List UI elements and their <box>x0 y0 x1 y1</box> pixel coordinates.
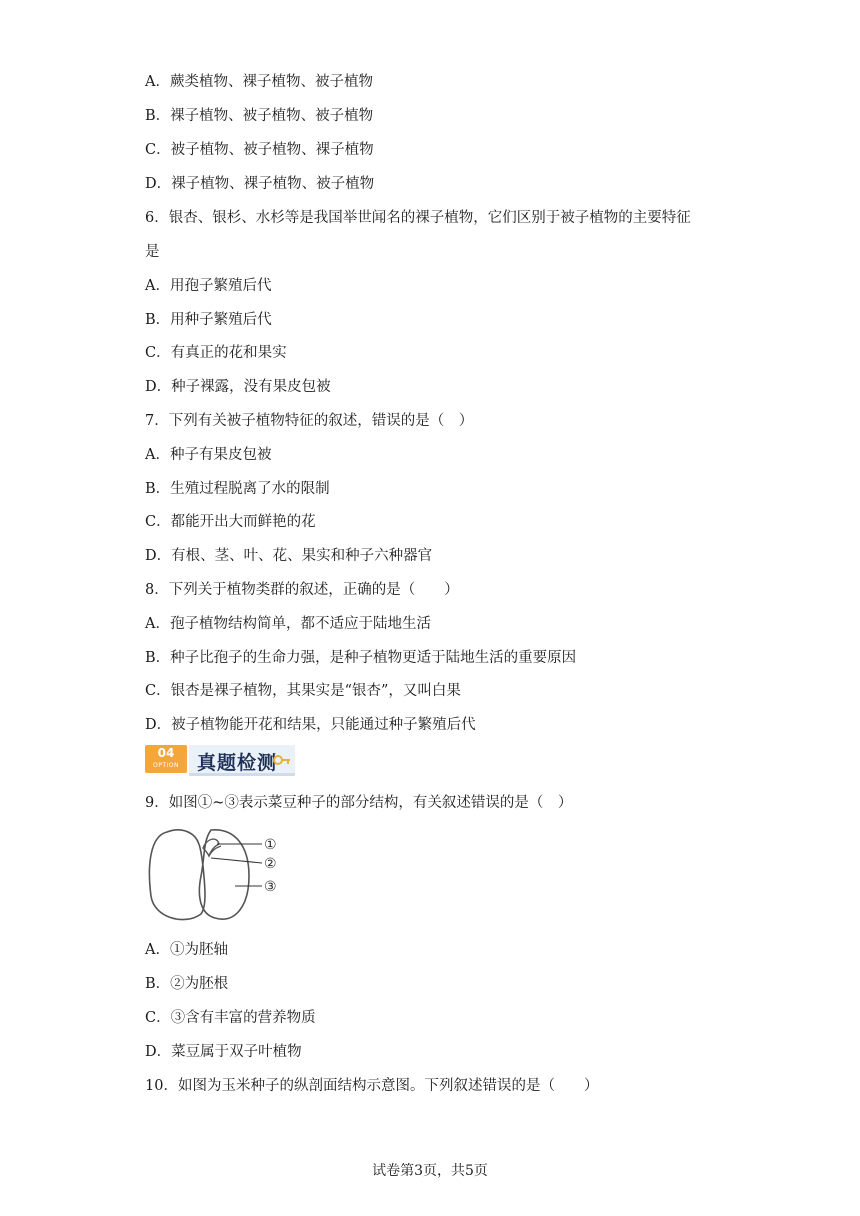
text-line-q8-b: B．种子比孢子的生命力强，是种子植物更适于陆地生活的重要原因 <box>145 650 577 666</box>
text-line-q9-d: D．菜豆属于双子叶植物 <box>145 1044 302 1060</box>
text-line-q8-d: D．被子植物能开花和结果，只能通过种子繁殖后代 <box>145 717 476 733</box>
text-line-q8-stem: 8．下列关于植物类群的叙述，正确的是（ ） <box>145 582 459 598</box>
text-line-q8-c: C．银杏是裸子植物，其果实是“银杏”，又叫白果 <box>145 683 461 699</box>
figure-label-3: ③ <box>264 879 277 895</box>
text-line-q9-stem: 9．如图①~③表示菜豆种子的部分结构，有关叙述错误的是（ ） <box>145 795 573 811</box>
text-line-q10-stem: 10．如图为玉米种子的纵剖面结构示意图。下列叙述错误的是（ ） <box>145 1078 599 1094</box>
text-line-q6-stem: 6．银杏、银杉、水杉等是我国举世闻名的裸子植物，它们区别于被子植物的主要特征 <box>145 210 691 226</box>
bean-seed-diagram <box>145 826 285 926</box>
section-title: 真题检测 <box>197 752 278 774</box>
text-line-q9-b: B．②为胚根 <box>145 976 229 992</box>
text-line-q9-a: A．①为胚轴 <box>145 942 228 958</box>
text-line-q7-a: A．种子有果皮包被 <box>145 447 272 463</box>
section-number: 04 <box>157 746 175 760</box>
text-line-q7-d: D．有根、茎、叶、花、果实和种子六种器官 <box>145 548 433 564</box>
text-line-q6-c: C．有真正的花和果实 <box>145 345 287 361</box>
leader-line-2 <box>211 858 262 863</box>
text-line-q6-stem-cont: 是 <box>145 244 160 260</box>
text-line-q5-a: A．蕨类植物、裸子植物、被子植物 <box>145 74 373 90</box>
text-line-q6-b: B．用种子繁殖后代 <box>145 312 272 328</box>
key-icon <box>273 753 291 767</box>
text-line-q5-d: D．裸子植物、裸子植物、被子植物 <box>145 176 375 192</box>
text-line-q6-a: A．用孢子繁殖后代 <box>145 278 272 294</box>
page-footer: 试卷第3页，共5页 <box>372 1163 488 1179</box>
figure-label-2: ② <box>264 856 277 872</box>
figure-label-1: ① <box>264 837 277 853</box>
text-line-q8-a: A．孢子植物结构简单，都不适应于陆地生活 <box>145 616 431 632</box>
text-line-q6-d: D．种子裸露，没有果皮包被 <box>145 379 331 395</box>
text-line-q9-c: C．③含有丰富的营养物质 <box>145 1010 316 1026</box>
text-line-q7-c: C．都能开出大而鲜艳的花 <box>145 514 316 530</box>
text-line-q5-b: B．裸子植物、被子植物、被子植物 <box>145 108 374 124</box>
section-sub: OPTION <box>153 762 179 769</box>
text-line-q7-stem: 7．下列有关被子植物特征的叙述，错误的是（ ） <box>145 413 474 429</box>
text-line-q5-c: C．被子植物、被子植物、裸子植物 <box>145 142 374 158</box>
section-badge <box>145 745 305 779</box>
section-number-box <box>145 745 187 773</box>
text-line-q7-b: B．生殖过程脱离了水的限制 <box>145 481 330 497</box>
